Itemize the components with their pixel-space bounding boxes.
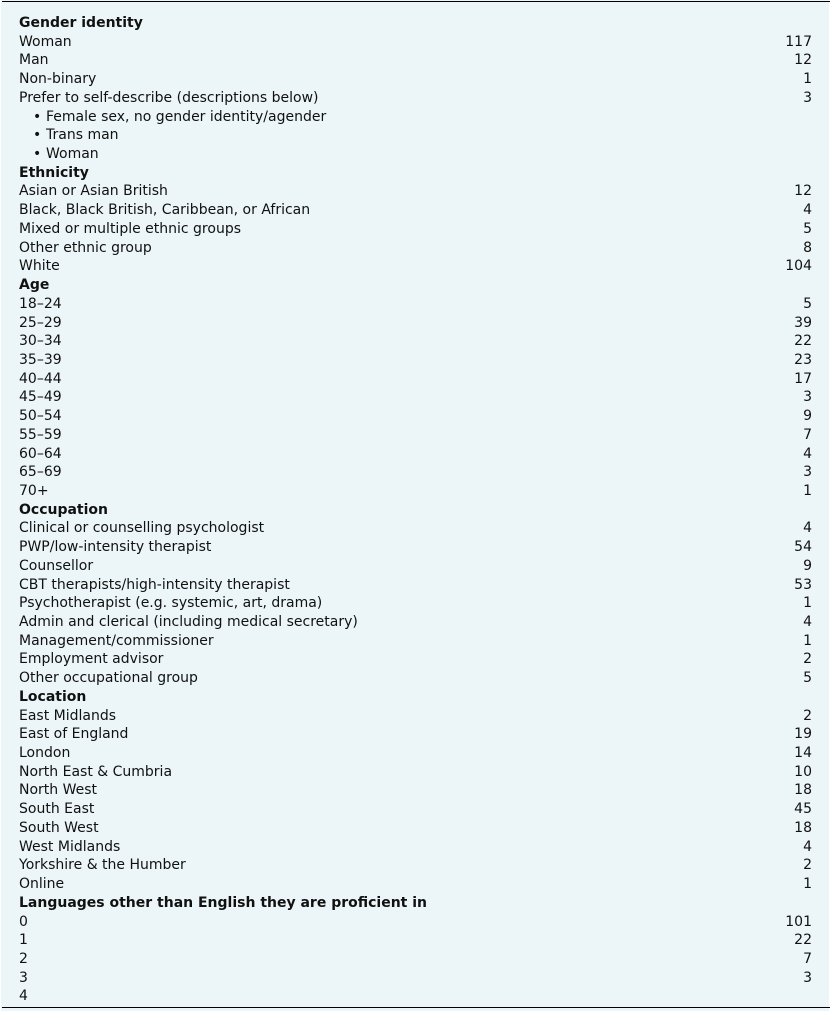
table-row: [1, 987, 829, 1006]
row-label: 2: [19, 950, 28, 967]
table-row: [1, 931, 829, 950]
row-label: 65–69: [19, 464, 62, 481]
row-label: 60–64: [19, 445, 62, 462]
row-label: London: [19, 745, 71, 762]
table-row: [1, 332, 829, 351]
row-label: 18–24: [19, 295, 62, 312]
section-heading: [1, 501, 829, 520]
row-count: 8: [803, 239, 812, 256]
table-row: [1, 351, 829, 370]
row-label: South East: [19, 801, 95, 818]
row-count: 3: [803, 89, 812, 106]
row-label: 4: [19, 988, 28, 1005]
row-label: 35–39: [19, 351, 62, 368]
table-row: [1, 314, 829, 333]
row-label: 1: [19, 932, 28, 949]
row-label: CBT therapists/high-intensity therapist: [19, 576, 290, 593]
row-count: 22: [794, 932, 812, 949]
section-heading-label: Ethnicity: [19, 164, 89, 181]
row-label: South West: [19, 819, 99, 836]
row-count: 4: [803, 202, 812, 219]
row-count: 1: [803, 595, 812, 612]
row-count: 4: [803, 838, 812, 855]
row-count: 7: [803, 426, 812, 443]
table-row: [1, 613, 829, 632]
row-label: PWP/low-intensity therapist: [19, 539, 212, 556]
table-row: [1, 519, 829, 538]
table-row: [1, 594, 829, 613]
row-count: 3: [803, 464, 812, 481]
table-row: [1, 875, 829, 894]
row-label: Psychotherapist (e.g. systemic, art, drama): [19, 595, 323, 612]
table-row: [1, 969, 829, 988]
row-label: Woman: [46, 146, 99, 163]
row-label: 30–34: [19, 333, 62, 350]
row-count: 5: [803, 220, 812, 237]
table-bottom-rule: [2, 1007, 830, 1008]
row-count: 104: [785, 258, 812, 275]
table-row: [1, 913, 829, 932]
row-count: 9: [803, 408, 812, 425]
table-row: [1, 295, 829, 314]
row-label: Yorkshire & the Humber: [19, 857, 186, 874]
row-label: Female sex, no gender identity/agender: [46, 108, 327, 125]
table-row: [1, 182, 829, 201]
table-row: [1, 70, 829, 89]
bullet-icon: •: [33, 127, 42, 144]
row-label: North East & Cumbria: [19, 763, 173, 780]
row-count: 1: [803, 71, 812, 88]
table-row: [1, 89, 829, 108]
row-count: 9: [803, 557, 812, 574]
row-count: 4: [803, 445, 812, 462]
row-count: 53: [794, 576, 812, 593]
table-subrow: [1, 145, 829, 164]
table-row: [1, 669, 829, 688]
row-count: 5: [803, 670, 812, 687]
table-row: [1, 707, 829, 726]
row-label: West Midlands: [19, 838, 121, 855]
row-count: 1: [803, 482, 812, 499]
row-count: 2: [803, 651, 812, 668]
table-row: [1, 576, 829, 595]
table-row: [1, 856, 829, 875]
table-row: [1, 557, 829, 576]
table-row: [1, 257, 829, 276]
row-count: 18: [794, 782, 812, 799]
section-heading-label: Gender identity: [19, 15, 143, 31]
row-count: 1: [803, 632, 812, 649]
table-body: [1, 14, 829, 1006]
table-row: [1, 838, 829, 857]
table-row: [1, 632, 829, 651]
row-label: 50–54: [19, 408, 62, 425]
row-label: Online: [19, 876, 65, 893]
row-count: 23: [794, 351, 812, 368]
row-count: 3: [803, 969, 812, 986]
row-label: Admin and clerical (including medical secretary): [19, 614, 358, 630]
row-label: Other ethnic group: [19, 239, 152, 256]
row-count: 39: [794, 314, 812, 331]
row-label: 25–29: [19, 314, 62, 331]
row-count: 2: [803, 707, 812, 724]
row-label: 0: [19, 913, 28, 930]
row-count: 101: [785, 913, 812, 930]
row-label: White: [19, 258, 60, 275]
row-label: 70+: [19, 482, 49, 499]
row-label: 55–59: [19, 426, 62, 443]
row-count: 54: [794, 539, 812, 556]
table-row: [1, 51, 829, 70]
row-count: 10: [794, 763, 812, 780]
section-heading: [1, 14, 829, 33]
row-label: Management/commissioner: [19, 632, 214, 649]
row-count: 117: [785, 33, 812, 50]
table-row: [1, 763, 829, 782]
row-label: East of England: [19, 726, 129, 743]
row-label: Counsellor: [19, 557, 94, 574]
table-subrow: [1, 126, 829, 145]
table-row: [1, 407, 829, 426]
section-heading-label: Age: [19, 277, 50, 294]
table-row: [1, 800, 829, 819]
section-heading-label: Occupation: [19, 501, 109, 518]
row-count: 19: [794, 726, 812, 743]
row-label-group: [33, 126, 119, 145]
row-label: Asian or Asian British: [19, 183, 168, 200]
section-heading: [1, 688, 829, 707]
table-subrow: [1, 108, 829, 127]
demographics-table: [1, 0, 829, 1011]
row-label: North West: [19, 782, 98, 799]
row-count: 22: [794, 333, 812, 350]
row-label: Black, Black British, Caribbean, or African: [19, 202, 311, 219]
section-heading: [1, 164, 829, 183]
table-row: [1, 463, 829, 482]
row-label-group: [33, 145, 99, 164]
row-count: 12: [794, 183, 812, 200]
row-count: 18: [794, 819, 812, 836]
row-count: 2: [803, 857, 812, 874]
row-label-group: [33, 108, 326, 127]
table-row: [1, 388, 829, 407]
row-count: 4: [803, 614, 812, 630]
table-row: [1, 744, 829, 763]
row-label: Non-binary: [19, 71, 97, 88]
row-count: 17: [794, 370, 812, 387]
row-count: 5: [803, 295, 812, 312]
row-label: Clinical or counselling psychologist: [19, 520, 265, 537]
row-label: 45–49: [19, 389, 62, 406]
table-row: [1, 445, 829, 464]
section-heading-label: Languages other than English they are proficient in: [19, 894, 428, 911]
table-row: [1, 650, 829, 669]
table-row: [1, 426, 829, 445]
table-top-rule: [2, 1, 830, 2]
table-row: [1, 220, 829, 239]
row-count: 14: [794, 745, 812, 762]
table-row: [1, 781, 829, 800]
row-label: Mixed or multiple ethnic groups: [19, 220, 242, 237]
section-heading: [1, 894, 829, 913]
row-label: Other occupational group: [19, 670, 198, 687]
table-row: [1, 370, 829, 389]
row-label: Prefer to self-describe (descriptions below): [19, 89, 319, 106]
row-label: 40–44: [19, 370, 62, 387]
row-count: 3: [803, 389, 812, 406]
row-count: 1: [803, 876, 812, 893]
table-row: [1, 725, 829, 744]
table-row: [1, 201, 829, 220]
section-heading: [1, 276, 829, 295]
table-row: [1, 538, 829, 557]
row-label: Employment advisor: [19, 651, 164, 668]
row-label: 3: [19, 969, 28, 986]
bullet-icon: •: [33, 108, 42, 125]
row-label: East Midlands: [19, 707, 117, 724]
table-row: [1, 950, 829, 969]
section-heading-label: Location: [19, 688, 87, 705]
row-count: 12: [794, 52, 812, 69]
table-row: [1, 482, 829, 501]
row-label: Man: [19, 52, 49, 69]
table-row: [1, 239, 829, 258]
row-count: 45: [794, 801, 812, 818]
row-label: Woman: [19, 33, 72, 50]
bullet-icon: •: [33, 146, 42, 163]
table-row: [1, 33, 829, 52]
table-row: [1, 819, 829, 838]
row-label: Trans man: [46, 127, 119, 144]
row-count: 7: [803, 950, 812, 967]
row-count: 4: [803, 520, 812, 537]
